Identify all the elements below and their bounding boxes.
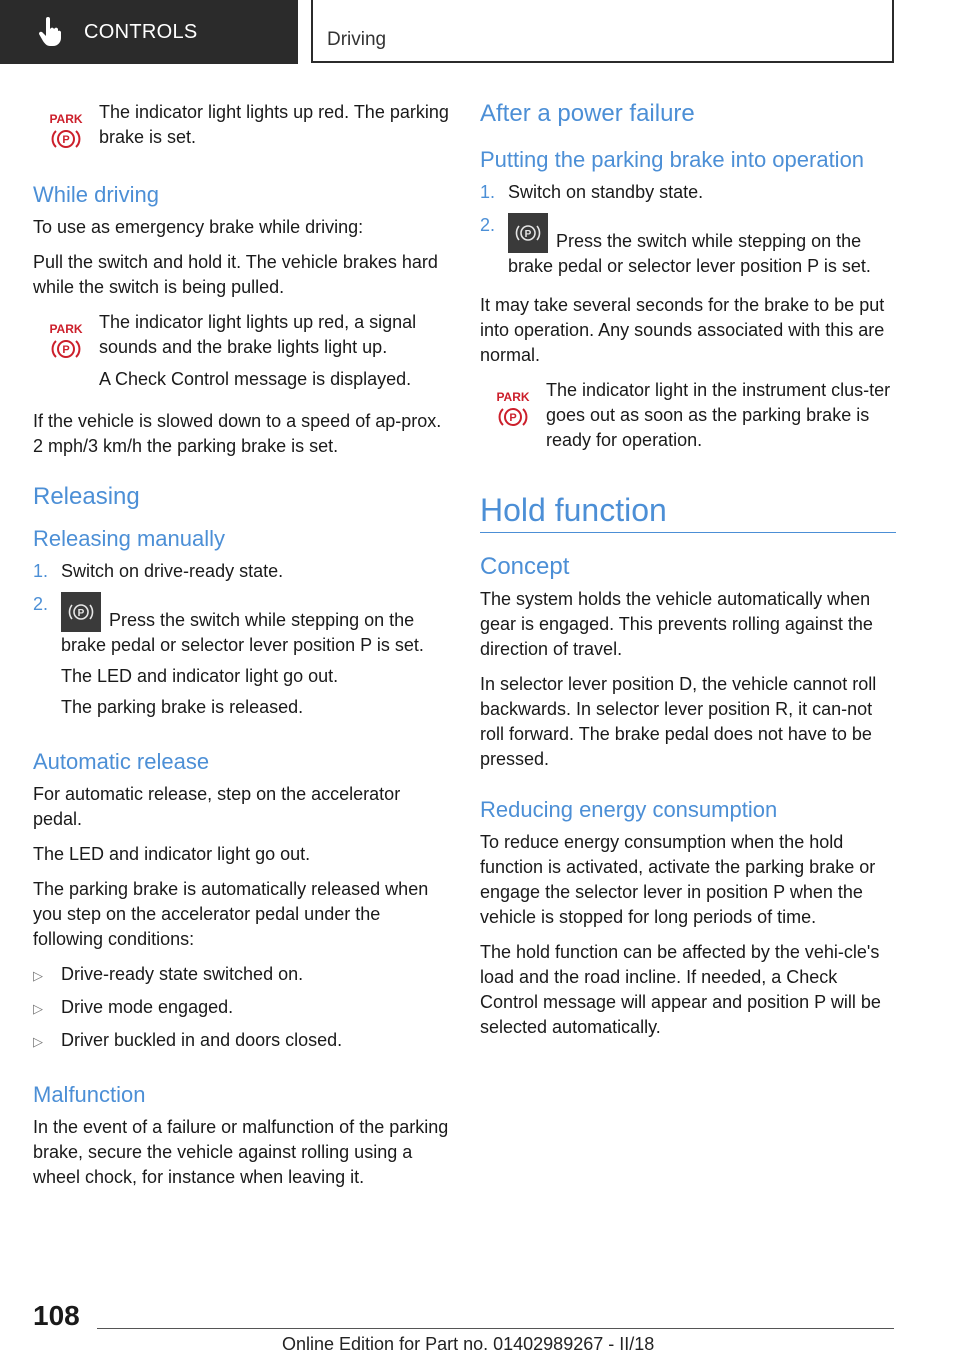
conditions-list	[33, 962, 449, 1054]
parking-brake-switch-icon	[508, 213, 548, 253]
paragraph: For automatic release, step on the accelerator pedal.	[33, 784, 401, 829]
paragraph: To use as emergency brake while driving:	[33, 217, 364, 237]
paragraph: The hold function can be affected by the vehi‐cle's load and the road incline. If needed, a Check Control message will appear and position P will be selected automatically.	[480, 942, 881, 1037]
heading-releasing: Releasing	[33, 483, 140, 510]
step-text: Press the switch while stepping on the brake pedal or selector lever position P is set.	[508, 231, 871, 276]
paragraph: The system holds the vehicle automatically when gear is engaged. This prevents rolling against the direction of travel.	[480, 589, 873, 659]
list-item: ▷ Driver buckled in and doors closed.	[33, 1028, 449, 1054]
park-brake-icon	[49, 111, 83, 151]
triangle-bullet-icon: ▷	[33, 1001, 43, 1016]
step-number: 2.	[33, 594, 49, 614]
chapter-title: Driving	[327, 29, 387, 50]
park-note-text: The indicator light lights up red. The parking brake is set.	[99, 102, 449, 147]
paragraph: To reduce energy consumption when the hold function is activated, activate the parking brake or engage the selector lever in position P when the vehicle is stopped for long periods of time.	[480, 832, 876, 927]
switch-icon-letter: P	[524, 229, 532, 240]
paragraph: In the event of a failure or malfunction of the parking brake, secure the vehicle against rolling using a wheel chock, for instance when leaving it.	[33, 1117, 449, 1187]
section-title: CONTROLS	[84, 20, 198, 43]
park-note	[33, 310, 449, 399]
step-number: 1.	[33, 561, 49, 581]
step-text: Switch on drive-ready state.	[61, 561, 284, 581]
steps-list	[33, 559, 449, 726]
park-brake-icon-label: PARK	[496, 390, 530, 404]
list-item	[480, 213, 896, 285]
heading-malfunction: Malfunction	[33, 1082, 146, 1107]
step-result: The parking brake is released.	[61, 697, 304, 717]
paragraph: The LED and indicator light go out.	[33, 844, 311, 864]
paragraph: If the vehicle is slowed down to a speed of ap‐prox. 2 mph/3 km/h the parking brake is set.	[33, 411, 442, 456]
park-brake-icon-letter: P	[62, 134, 70, 146]
step-text: Switch on standby state.	[508, 182, 704, 202]
heading-concept: Concept	[480, 553, 570, 580]
list-item	[480, 180, 896, 205]
footer-edition: Online Edition for Part no. 01402989267 - II/18	[282, 1334, 655, 1354]
hand-pointer-icon	[38, 17, 62, 47]
park-note-text: A Check Control message is displayed.	[99, 369, 412, 389]
step-number: 2.	[480, 215, 496, 235]
chapter-tab	[311, 0, 894, 63]
park-brake-icon	[49, 321, 83, 361]
heading-hold-function: Hold function	[480, 490, 896, 533]
heading-power-failure: After a power failure	[480, 100, 695, 127]
page-number: 108	[33, 1300, 80, 1331]
paragraph: Pull the switch and hold it. The vehicle brakes hard while the switch is being pulled.	[33, 252, 438, 297]
heading-reducing-energy: Reducing energy consumption	[480, 797, 778, 822]
step-number: 1.	[480, 182, 496, 202]
steps-list	[480, 180, 896, 285]
list-item	[33, 592, 449, 726]
park-brake-icon-label: PARK	[49, 112, 83, 126]
park-note	[480, 378, 896, 460]
paragraph: The parking brake is automatically released when you step on the accelerator pedal under the following conditions:	[33, 879, 429, 949]
heading-releasing-manually: Releasing manually	[33, 526, 225, 551]
step-text: Press the switch while stepping on the brake pedal or selector lever position P is set.	[61, 610, 424, 655]
list-item: ▷ Drive-ready state switched on.	[33, 962, 449, 988]
heading-putting-into-operation: Putting the parking brake into operation	[480, 147, 865, 172]
left-column	[33, 100, 449, 1200]
list-item	[33, 559, 449, 584]
paragraph: It may take several seconds for the brake to be put into operation. Any sounds associated with this are normal.	[480, 295, 885, 365]
heading-while-driving: While driving	[33, 182, 159, 207]
footer-divider	[97, 1328, 894, 1329]
park-note-text: The indicator light lights up red, a signal sounds and the brake lights light up.	[99, 312, 417, 357]
park-note-text: The indicator light in the instrument clus‐ter goes out as soon as the parking brake is ready for operation.	[546, 380, 891, 450]
triangle-bullet-icon: ▷	[33, 1034, 43, 1049]
step-result: The LED and indicator light go out.	[61, 666, 339, 686]
park-note	[33, 100, 449, 157]
park-brake-icon-label: PARK	[49, 322, 83, 336]
heading-automatic-release: Automatic release	[33, 749, 210, 774]
parking-brake-switch-icon	[61, 592, 101, 632]
triangle-bullet-icon: ▷	[33, 968, 43, 983]
park-brake-icon-letter: P	[62, 344, 70, 356]
switch-icon-letter: P	[77, 608, 85, 619]
park-brake-icon	[496, 389, 530, 429]
park-brake-icon-letter: P	[509, 412, 517, 424]
paragraph: In selector lever position D, the vehicle cannot roll backwards. In selector lever position R, it can‐not roll forward. The brake pedal does not have to be pressed.	[480, 674, 877, 769]
list-item: ▷ Drive mode engaged.	[33, 995, 449, 1021]
right-column	[480, 100, 896, 1050]
section-tab	[0, 0, 298, 64]
